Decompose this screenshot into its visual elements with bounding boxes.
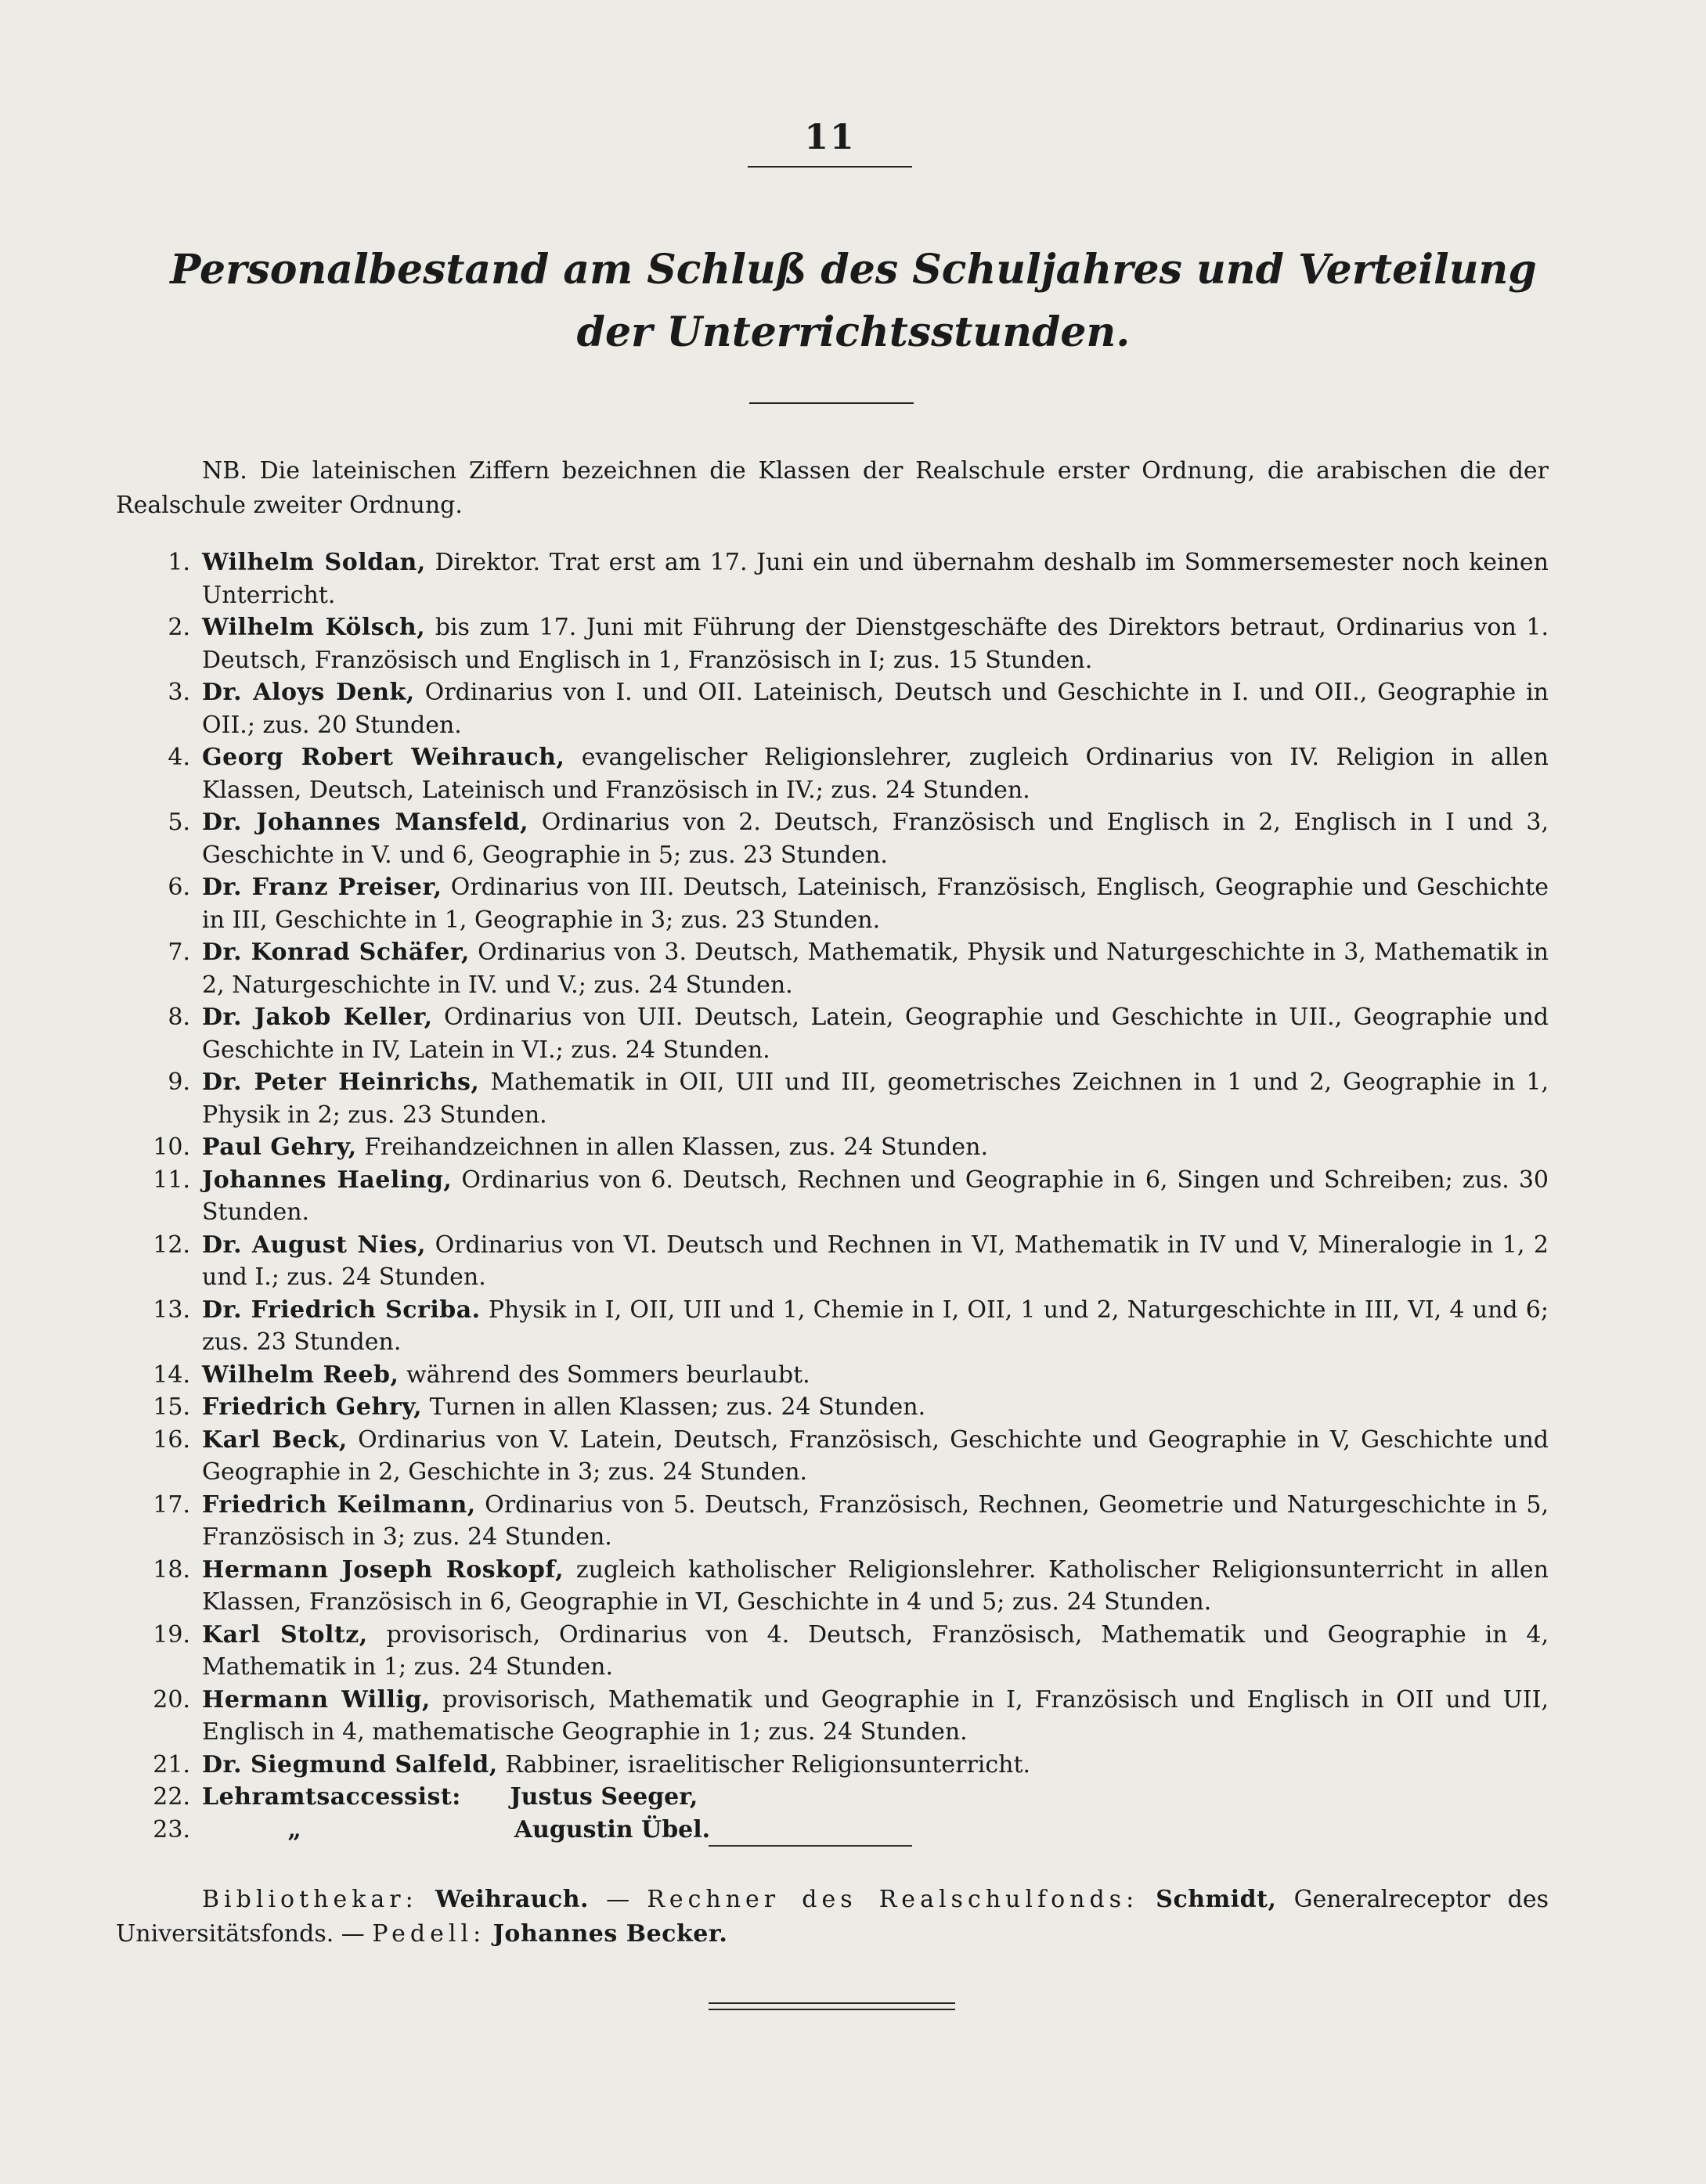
entry-number: 21. bbox=[153, 1750, 190, 1779]
staff-entry bbox=[116, 806, 1549, 871]
staff-footer bbox=[116, 1883, 1549, 1952]
end-rule bbox=[709, 2002, 955, 2004]
entry-number: 7. bbox=[168, 939, 190, 966]
staff-entry bbox=[116, 1229, 1549, 1294]
teacher-duties: Direktor. Trat erst am 17. Juni ein und übernahm deshalb im Sommersemester noch keinen Unterricht. bbox=[202, 549, 1549, 609]
teacher-duties: Justus Seeger, bbox=[460, 1783, 698, 1811]
staff-entry bbox=[116, 1164, 1549, 1229]
teacher-name: Lehramtsaccessist: bbox=[202, 1783, 461, 1811]
divider-rule bbox=[709, 1845, 912, 1847]
teacher-duties: Rabbiner, israelitischer Religionsunterricht. bbox=[497, 1750, 1031, 1779]
divider-rule bbox=[749, 402, 914, 404]
staff-entry bbox=[116, 1554, 1549, 1619]
teacher-name: Johannes Haeling, bbox=[202, 1166, 453, 1194]
teacher-duties: Freihandzeichnen in allen Klassen, zus. 24 Stunden. bbox=[356, 1133, 989, 1161]
staff-entry bbox=[116, 1619, 1549, 1684]
teacher-duties: Ordinarius von 5. Deutsch, Französisch, Rechnen, Geometrie und Naturgeschichte in 5, Französisch in 3; zus. 24 Stunden. bbox=[202, 1490, 1549, 1551]
teacher-name: Dr. Siegmund Salfeld, bbox=[202, 1750, 498, 1779]
teacher-name: Wilhelm Kölsch, bbox=[202, 614, 426, 641]
teacher-duties: Ordinarius von V. Latein, Deutsch, Französisch, Geschichte und Geographie in V, Geschichte und Geographie in 2, Geschichte in 3; zus. 24 Stunden. bbox=[202, 1425, 1549, 1486]
staff-entry bbox=[116, 1294, 1549, 1359]
janitor-label: Pedell: bbox=[372, 1920, 486, 1948]
teacher-name: Dr. Peter Heinrichs, bbox=[202, 1069, 480, 1096]
teacher-duties: Ordinarius von III. Deutsch, Lateinisch, Französisch, Englisch, Geographie und Geschichte in III, Geschichte in 1, Geographie in 3; zus. 23 Stunden. bbox=[202, 874, 1549, 934]
teacher-duties: zugleich katholischer Religionslehrer. Katholischer Religionsunterricht in allen Klassen, Französisch in 6, Geographie in VI, Geschichte in 4 und 5; zus. 24 Stunden. bbox=[202, 1555, 1549, 1616]
entry-number: 12. bbox=[153, 1231, 190, 1259]
teacher-duties: Ordinarius von UII. Deutsch, Latein, Geographie und Geschichte in UII., Geographie und Geschichte in IV, Latein in VI.; zus. 24 Stunden. bbox=[202, 1004, 1549, 1064]
staff-entry bbox=[116, 1066, 1549, 1131]
staff-entry bbox=[116, 1359, 1549, 1392]
teacher-name: Dr. Franz Preiser, bbox=[202, 874, 442, 901]
entry-number: 11. bbox=[153, 1166, 190, 1194]
entry-number: 9. bbox=[168, 1069, 190, 1096]
entry-number: 3. bbox=[168, 679, 190, 706]
teacher-duties: Ordinarius von 3. Deutsch, Mathematik, Physik und Naturgeschichte in 3, Mathematik in 2, Naturgeschichte in IV. und V.; zus. 24 Stunden. bbox=[202, 939, 1549, 999]
teacher-duties: Augustin Übel. bbox=[301, 1815, 711, 1843]
accountant-role: Generalreceptor des Universitätsfonds. bbox=[116, 1886, 1549, 1948]
staff-entry bbox=[116, 611, 1549, 676]
entry-number: 4. bbox=[168, 744, 190, 771]
teacher-duties: evangelischer Religionslehrer, zugleich Ordinarius von IV. Religion in allen Klassen, Deutsch, Lateinisch und Französisch in IV.; zus. 24 Stunden. bbox=[202, 744, 1549, 804]
teacher-name: Wilhelm Soldan, bbox=[202, 549, 426, 576]
staff-entry bbox=[116, 1814, 1549, 1847]
teacher-name: Karl Beck, bbox=[202, 1425, 348, 1454]
janitor-name: Johannes Becker. bbox=[492, 1920, 728, 1948]
accountant-name: Schmidt, bbox=[1156, 1886, 1277, 1913]
teacher-name: Dr. Johannes Mansfeld, bbox=[202, 809, 529, 836]
teacher-name: Hermann Willig, bbox=[202, 1685, 431, 1714]
page-number: 11 bbox=[804, 117, 856, 157]
teacher-name: Dr. Jakob Keller, bbox=[202, 1004, 433, 1031]
staff-entry bbox=[116, 741, 1549, 806]
entry-number: 10. bbox=[153, 1133, 190, 1161]
staff-entry bbox=[116, 1391, 1549, 1424]
teacher-duties: Ordinarius von 2. Deutsch, Französisch und Englisch in 2, Englisch in I und 3, Geschichte in V. und 6, Geographie in 5; zus. 23 Stunden. bbox=[202, 809, 1549, 869]
staff-entry bbox=[116, 1131, 1549, 1164]
entry-number: 8. bbox=[168, 1004, 190, 1031]
accountant-label: Rechner des Realschulfonds: bbox=[647, 1886, 1139, 1913]
staff-entry bbox=[116, 871, 1549, 936]
staff-entry bbox=[116, 546, 1549, 611]
staff-entry bbox=[116, 676, 1549, 741]
entry-number: 17. bbox=[153, 1490, 190, 1519]
staff-entry bbox=[116, 936, 1549, 1001]
entry-number: 15. bbox=[153, 1393, 190, 1421]
teacher-duties: Turnen in allen Klassen; zus. 24 Stunden. bbox=[422, 1393, 926, 1421]
teacher-name: Georg Robert Weihrauch, bbox=[202, 744, 565, 771]
entry-number: 13. bbox=[153, 1296, 190, 1324]
teacher-duties: Physik in I, OII, UII und 1, Chemie in I, OII, 1 und 2, Naturgeschichte in III, VI, 4 und 6; zus. 23 Stunden. bbox=[202, 1296, 1549, 1356]
teacher-name: Wilhelm Reeb, bbox=[202, 1360, 399, 1389]
staff-entry bbox=[116, 1489, 1549, 1554]
staff-entry bbox=[116, 1781, 1549, 1814]
teacher-name: Dr. Aloys Denk, bbox=[202, 679, 415, 706]
teacher-name: Dr. August Nies, bbox=[202, 1231, 427, 1259]
entry-number: 1. bbox=[168, 549, 190, 576]
note-paragraph: NB. Die lateinischen Ziffern bezeichnen die Klassen der Realschule erster Ordnung, die arabischen die der Realschule zweiter Ordnung. bbox=[116, 457, 1549, 519]
teacher-name: Paul Gehry, bbox=[202, 1133, 357, 1161]
teacher-name: „ bbox=[202, 1815, 302, 1843]
staff-entry bbox=[116, 1424, 1549, 1489]
entry-number: 2. bbox=[168, 614, 190, 641]
teacher-duties: bis zum 17. Juni mit Führung der Dienstgeschäfte des Direktors betraut, Ordinarius von 1. Deutsch, Französisch und Englisch in 1, Französisch in I; zus. 15 Stunden. bbox=[202, 614, 1549, 674]
teacher-duties: Ordinarius von 6. Deutsch, Rechnen und Geographie in 6, Singen und Schreiben; zus. 30 Stunden. bbox=[202, 1166, 1549, 1226]
entry-number: 6. bbox=[168, 874, 190, 901]
entry-number: 20. bbox=[153, 1685, 190, 1714]
entry-number: 14. bbox=[153, 1360, 190, 1389]
teacher-duties: provisorisch, Ordinarius von 4. Deutsch, Französisch, Mathematik und Geographie in 4, Mathematik in 1; zus. 24 Stunden. bbox=[202, 1620, 1549, 1681]
dash: — bbox=[334, 1920, 373, 1948]
librarian-name: Weihrauch. bbox=[435, 1886, 589, 1913]
teacher-duties: Ordinarius von VI. Deutsch und Rechnen in VI, Mathematik in IV und V, Mineralogie in 1, 2 und I.; zus. 24 Stunden. bbox=[202, 1231, 1549, 1291]
dash: — bbox=[589, 1886, 647, 1913]
teacher-name: Friedrich Gehry, bbox=[202, 1393, 423, 1421]
teacher-name: Dr. Friedrich Scriba. bbox=[202, 1296, 481, 1324]
teacher-duties: Ordinarius von I. und OII. Lateinisch, Deutsch und Geschichte in I. und OII., Geographie in OII.; zus. 20 Stunden. bbox=[202, 679, 1549, 739]
teacher-duties: Mathematik in OII, UII und III, geometrisches Zeichnen in 1 und 2, Geographie in 1, Physik in 2; zus. 23 Stunden. bbox=[202, 1069, 1549, 1129]
teacher-name: Dr. Konrad Schäfer, bbox=[202, 939, 470, 966]
entry-number: 5. bbox=[168, 809, 190, 836]
entry-number: 16. bbox=[153, 1425, 190, 1454]
teacher-duties: während des Sommers beurlaubt. bbox=[399, 1360, 810, 1389]
entry-number: 19. bbox=[153, 1620, 190, 1649]
teacher-name: Karl Stoltz, bbox=[202, 1620, 368, 1649]
teacher-name: Hermann Joseph Roskopf, bbox=[202, 1555, 564, 1584]
staff-list bbox=[116, 546, 1549, 1846]
entry-number: 22. bbox=[153, 1783, 190, 1811]
entry-number: 18. bbox=[153, 1555, 190, 1584]
staff-entry bbox=[116, 1749, 1549, 1782]
teacher-name: Friedrich Keilmann, bbox=[202, 1490, 476, 1519]
page-title: Personalbestand am Schluß des Schuljahres und Verteilung der Unterrichtsstunden. bbox=[170, 246, 1537, 356]
divider-rule bbox=[748, 166, 912, 168]
entry-number: 23. bbox=[153, 1815, 190, 1843]
end-rule bbox=[709, 2009, 955, 2010]
staff-entry bbox=[116, 1684, 1549, 1749]
teacher-duties: provisorisch, Mathematik und Geographie in I, Französisch und Englisch in OII und UII, Englisch in 4, mathematische Geographie in 1; zus. 24 Stunden. bbox=[202, 1685, 1549, 1746]
librarian-label: Bibliothekar: bbox=[202, 1886, 418, 1913]
staff-entry bbox=[116, 1001, 1549, 1066]
